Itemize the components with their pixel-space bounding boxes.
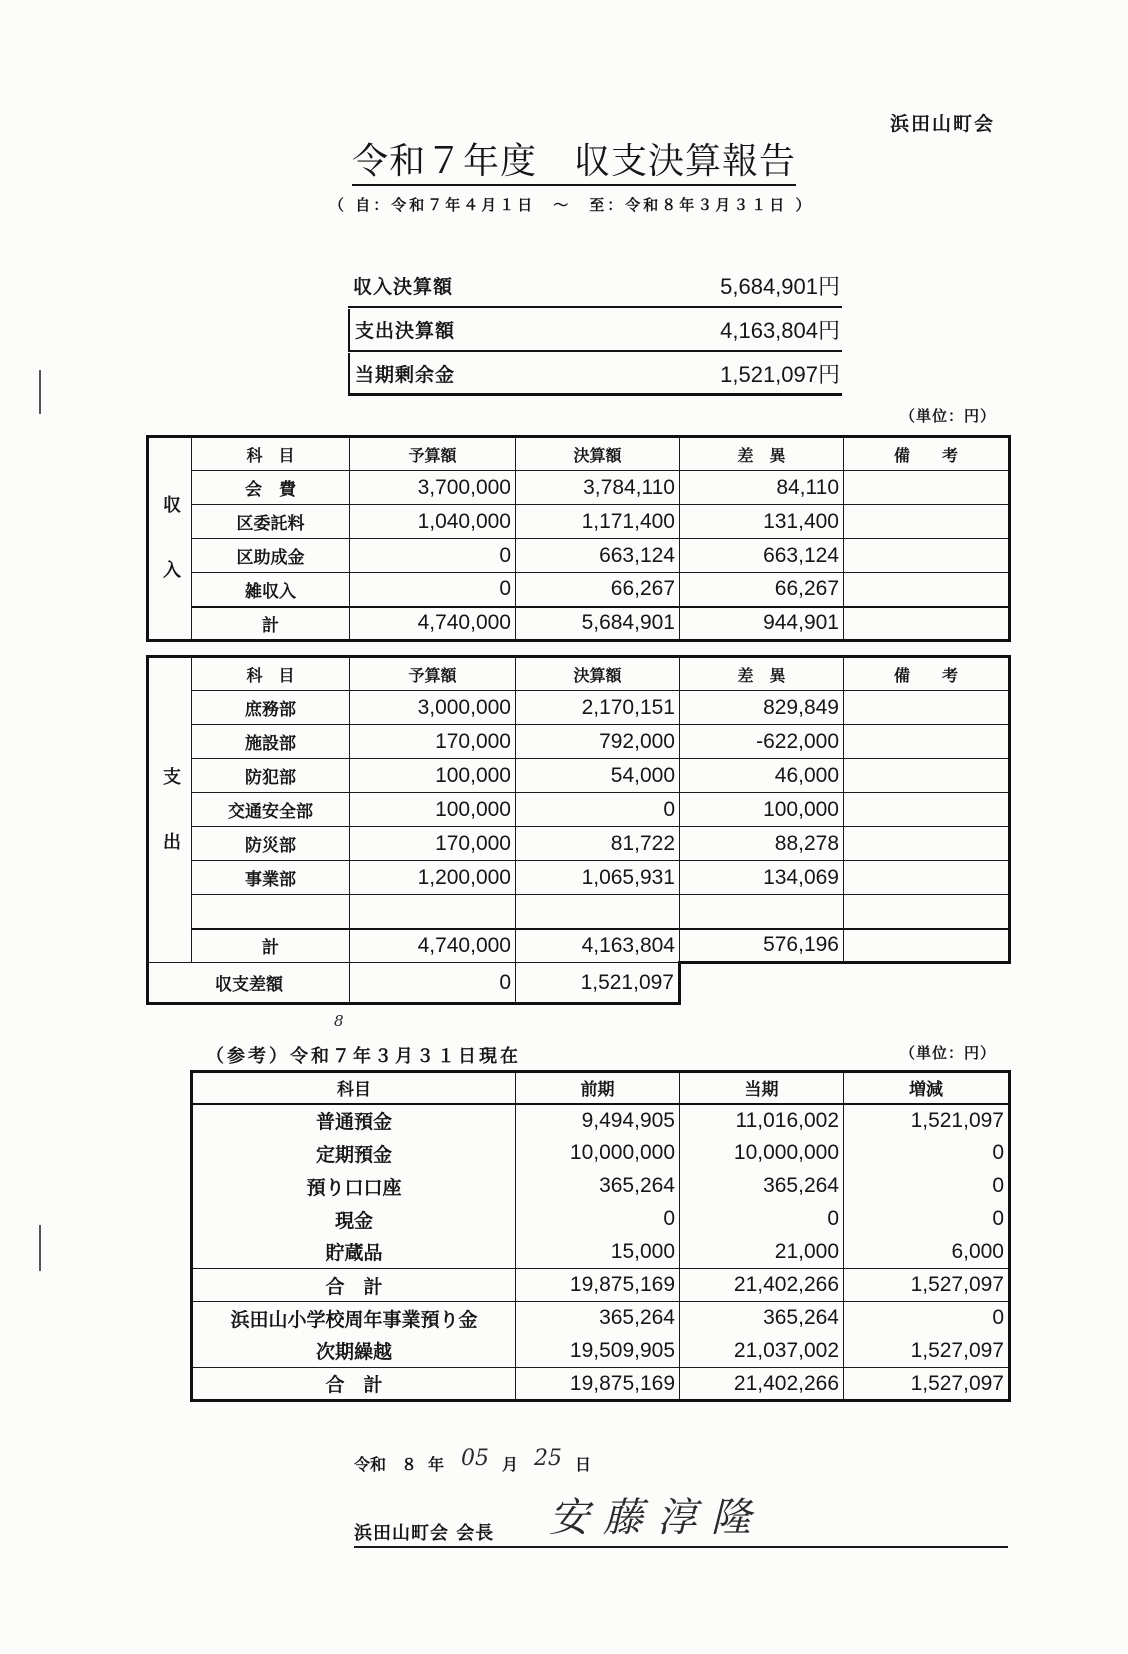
item-cell: 防災部 <box>192 827 350 861</box>
item-cell: 区委託料 <box>192 505 350 539</box>
table-row <box>148 471 1010 505</box>
document-title: 令和７年度 収支決算報告 <box>352 140 796 186</box>
previous-cell: 10,000,000 <box>516 1137 680 1170</box>
table-row <box>192 1170 1010 1203</box>
budget-cell: 170,000 <box>350 725 516 759</box>
previous-cell: 15,000 <box>516 1236 680 1269</box>
balance-row <box>148 963 1010 1004</box>
actual-cell: 5,684,901 <box>516 607 680 641</box>
actual-cell: 1,065,931 <box>516 861 680 895</box>
date-year-unit: 年 <box>428 1455 445 1474</box>
table-total-row <box>148 929 1010 963</box>
col-header-budget: 予算額 <box>350 657 516 691</box>
balance-blank <box>680 963 1010 1004</box>
table-row <box>148 759 1010 793</box>
table-header-row <box>148 437 1010 471</box>
item-cell: 施設部 <box>192 725 350 759</box>
actual-cell: 4,163,804 <box>516 929 680 963</box>
diff-cell: 88,278 <box>680 827 844 861</box>
col-header-diff: 差 異 <box>680 437 844 471</box>
col-header-actual: 決算額 <box>516 657 680 691</box>
summary-amount: 5,684,901円 <box>720 274 840 299</box>
budget-cell: 0 <box>350 539 516 573</box>
note-cell <box>844 505 1010 539</box>
balance-label: 収支差額 <box>148 963 350 1004</box>
budget-cell: 3,700,000 <box>350 471 516 505</box>
date-day-handwritten: 25 <box>534 1446 562 1471</box>
col-header-item: 科目 <box>192 1072 516 1104</box>
item-cell: 雑収入 <box>192 573 350 607</box>
change-cell: 1,521,097 <box>844 1104 1010 1137</box>
table-total-row <box>192 1368 1010 1401</box>
income-side-label: 収入 <box>160 495 181 625</box>
change-cell: 1,527,097 <box>844 1269 1010 1302</box>
expense-side-label: 支出 <box>160 766 181 897</box>
note-cell <box>844 759 1010 793</box>
item-cell: 現金 <box>192 1203 516 1236</box>
note-cell <box>844 929 1010 963</box>
actual-cell: 54,000 <box>516 759 680 793</box>
scan-mark <box>39 1225 41 1271</box>
summary-amount: 1,521,097円 <box>720 361 840 387</box>
date-era: 令和 <box>354 1455 387 1474</box>
note-cell <box>844 573 1010 607</box>
diff-cell: 66,267 <box>680 573 844 607</box>
signatory-title: 浜田山町会 会長 <box>354 1523 495 1544</box>
diff-cell: 576,196 <box>680 929 844 963</box>
table-row <box>148 827 1010 861</box>
previous-cell: 19,509,905 <box>516 1335 680 1368</box>
col-header-current: 当期 <box>680 1072 844 1104</box>
table-row <box>148 505 1010 539</box>
table-header-row <box>192 1072 1010 1104</box>
previous-cell: 365,264 <box>516 1170 680 1203</box>
change-cell: 0 <box>844 1170 1010 1203</box>
actual-cell: 1,171,400 <box>516 505 680 539</box>
note-cell <box>844 471 1010 505</box>
date-year: ８ <box>401 1455 418 1474</box>
item-cell: 計 <box>192 929 350 963</box>
budget-cell: 4,740,000 <box>350 607 516 641</box>
previous-cell: 19,875,169 <box>516 1368 680 1401</box>
income-table <box>146 435 1011 642</box>
change-cell: 1,527,097 <box>844 1368 1010 1401</box>
budget-cell: 100,000 <box>350 759 516 793</box>
current-cell: 21,000 <box>680 1236 844 1269</box>
table-row <box>192 1137 1010 1170</box>
table-row <box>192 1104 1010 1137</box>
budget-cell: 1,040,000 <box>350 505 516 539</box>
table-total-row <box>192 1269 1010 1302</box>
current-cell: 365,264 <box>680 1170 844 1203</box>
note-cell <box>844 607 1010 641</box>
item-cell: 区助成金 <box>192 539 350 573</box>
table-total-row <box>148 607 1010 641</box>
item-cell: 会 費 <box>192 471 350 505</box>
budget-cell <box>350 895 516 929</box>
current-cell: 0 <box>680 1203 844 1236</box>
item-cell: 普通預金 <box>192 1104 516 1137</box>
actual-cell: 81,722 <box>516 827 680 861</box>
summary-label: 当期剰余金 <box>355 363 456 386</box>
item-cell: 防犯部 <box>192 759 350 793</box>
change-cell: 6,000 <box>844 1236 1010 1269</box>
unit-label: （単位：円） <box>900 1044 997 1062</box>
item-cell: 次期繰越 <box>192 1335 516 1368</box>
col-header-actual: 決算額 <box>516 437 680 471</box>
col-header-budget: 予算額 <box>350 437 516 471</box>
balance-budget: 0 <box>350 963 516 1004</box>
actual-cell: 663,124 <box>516 539 680 573</box>
item-cell: 交通安全部 <box>192 793 350 827</box>
current-cell: 21,402,266 <box>680 1368 844 1401</box>
item-cell: 貯蔵品 <box>192 1236 516 1269</box>
unit-label: （単位：円） <box>900 407 997 425</box>
change-cell: 0 <box>844 1203 1010 1236</box>
table-row-empty <box>148 895 1010 929</box>
item-cell: 事業部 <box>192 861 350 895</box>
table-row <box>148 539 1010 573</box>
summary-row-surplus <box>348 353 842 396</box>
table-row <box>148 793 1010 827</box>
item-cell: 合 計 <box>192 1368 516 1401</box>
income-side-cell <box>148 437 192 641</box>
item-cell: 預り口口座 <box>192 1170 516 1203</box>
budget-cell: 1,200,000 <box>350 861 516 895</box>
actual-cell: 0 <box>516 793 680 827</box>
item-cell: 計 <box>192 607 350 641</box>
summary-label: 支出決算額 <box>355 320 456 342</box>
current-cell: 10,000,000 <box>680 1137 844 1170</box>
change-cell: 0 <box>844 1137 1010 1170</box>
date-month-handwritten: 05 <box>461 1446 489 1471</box>
change-cell: 0 <box>844 1302 1010 1335</box>
handwritten-signature: 安藤淳隆 <box>549 1495 765 1541</box>
previous-cell: 365,264 <box>516 1302 680 1335</box>
previous-cell: 0 <box>516 1203 680 1236</box>
table-row <box>192 1335 1010 1368</box>
summary-row-expense <box>348 309 842 352</box>
balance-actual: 1,521,097 <box>516 963 680 1004</box>
note-cell <box>844 827 1010 861</box>
organization-name: 浜田山町会 <box>890 113 996 135</box>
fiscal-period: （ 自：令和７年４月１日 ～ 至：令和８年３月３１日 ） <box>329 196 814 214</box>
note-cell <box>844 539 1010 573</box>
note-cell <box>844 793 1010 827</box>
item-cell: 合 計 <box>192 1269 516 1302</box>
reference-table <box>190 1070 1011 1402</box>
summary-label: 収入決算額 <box>353 276 454 298</box>
table-row <box>148 861 1010 895</box>
diff-cell: 84,110 <box>680 471 844 505</box>
signature-line <box>354 1546 1008 1548</box>
table-header-row <box>148 657 1010 691</box>
expense-table <box>146 655 1011 1005</box>
item-cell: 浜田山小学校周年事業預り金 <box>192 1302 516 1335</box>
col-header-note: 備 考 <box>844 657 1010 691</box>
change-cell: 1,527,097 <box>844 1335 1010 1368</box>
handwritten-correction: 8 <box>334 1012 344 1030</box>
current-cell: 21,402,266 <box>680 1269 844 1302</box>
table-row <box>192 1236 1010 1269</box>
budget-cell: 3,000,000 <box>350 691 516 725</box>
actual-cell: 2,170,151 <box>516 691 680 725</box>
note-cell <box>844 895 1010 929</box>
diff-cell: 131,400 <box>680 505 844 539</box>
table-row <box>148 691 1010 725</box>
previous-cell: 19,875,169 <box>516 1269 680 1302</box>
note-cell <box>844 691 1010 725</box>
diff-cell: 134,069 <box>680 861 844 895</box>
scan-mark <box>39 370 41 414</box>
actual-cell: 66,267 <box>516 573 680 607</box>
diff-cell: 46,000 <box>680 759 844 793</box>
budget-cell: 170,000 <box>350 827 516 861</box>
table-row <box>192 1203 1010 1236</box>
col-header-item: 科 目 <box>192 437 350 471</box>
actual-cell: 3,784,110 <box>516 471 680 505</box>
budget-cell: 100,000 <box>350 793 516 827</box>
item-cell <box>192 895 350 929</box>
item-cell: 庶務部 <box>192 691 350 725</box>
reference-title: （参考）令和７年３月３１日現在 <box>206 1046 521 1067</box>
col-header-note: 備 考 <box>844 437 1010 471</box>
col-header-change: 増減 <box>844 1072 1010 1104</box>
previous-cell: 9,494,905 <box>516 1104 680 1137</box>
item-cell: 定期預金 <box>192 1137 516 1170</box>
note-cell <box>844 861 1010 895</box>
diff-cell: 663,124 <box>680 539 844 573</box>
diff-cell: 944,901 <box>680 607 844 641</box>
summary-row-income <box>348 265 842 308</box>
summary-amount: 4,163,804円 <box>720 318 840 343</box>
col-header-item: 科 目 <box>192 657 350 691</box>
diff-cell: 829,849 <box>680 691 844 725</box>
date-month-unit: 月 <box>502 1455 519 1474</box>
diff-cell: 100,000 <box>680 793 844 827</box>
col-header-previous: 前期 <box>516 1072 680 1104</box>
date-day-unit: 日 <box>575 1455 592 1474</box>
actual-cell: 792,000 <box>516 725 680 759</box>
expense-side-cell <box>148 657 192 963</box>
current-cell: 21,037,002 <box>680 1335 844 1368</box>
table-row <box>192 1302 1010 1335</box>
diff-cell: -622,000 <box>680 725 844 759</box>
table-row <box>148 725 1010 759</box>
col-header-diff: 差 異 <box>680 657 844 691</box>
current-cell: 11,016,002 <box>680 1104 844 1137</box>
current-cell: 365,264 <box>680 1302 844 1335</box>
note-cell <box>844 725 1010 759</box>
table-row <box>148 573 1010 607</box>
budget-cell: 0 <box>350 573 516 607</box>
actual-cell <box>516 895 680 929</box>
budget-cell: 4,740,000 <box>350 929 516 963</box>
diff-cell <box>680 895 844 929</box>
